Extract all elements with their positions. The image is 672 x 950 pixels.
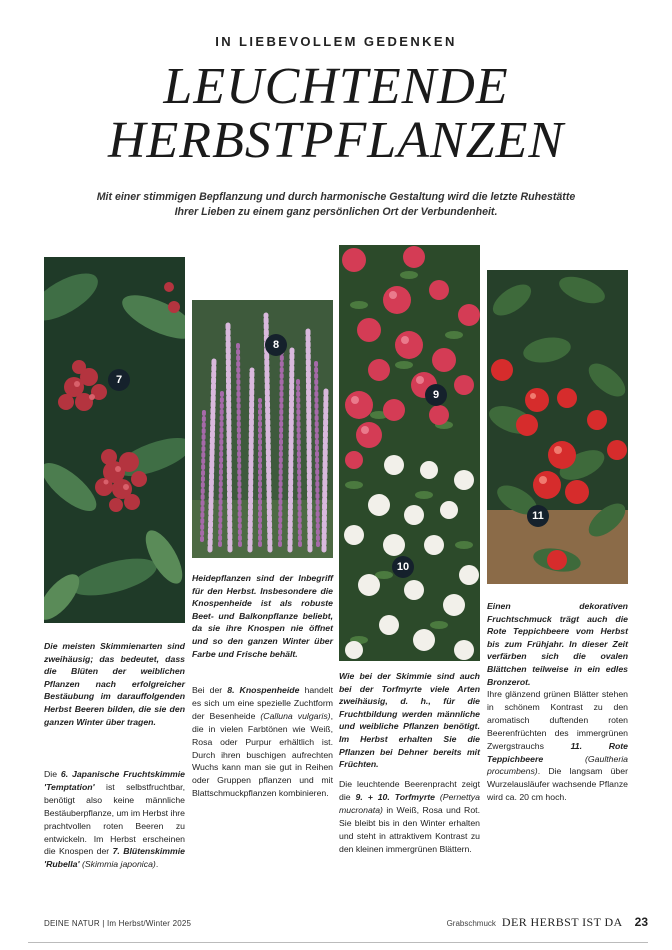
botanical-name: (Gaultheria procumbens) <box>487 753 628 777</box>
intro-text: Mit einer stimmigen Bepflanzung und durch harmonische Gestaltung wird die letzte Ruhestätte Ihrer Lieben zu einem ganz persönlichen Ort der Verbundenheit. <box>96 191 576 218</box>
body-text-col2: Bei der 8. Knospenheide handelt es sich um eine spezielle Zuchtform der Besenheide (Calluna vulgaris), die in vielen Farbtönen wie Weiß, Rosa oder Purpur erhältlich ist. Durch ihren buschigen aufrechten Wuchs kann man sie gut in Reihen oder Gruppen pflanzen und mit Blattschmuckpflanzen kombinieren. <box>192 685 333 799</box>
caption-skimmie: Die meisten Skimmienarten sind zweihäusig; das bedeutet, dass die Blüten der weiblichen Pflanzen nach erfolgreicher Bestäubung im darauffolgenden Herbst Beeren bilden, die sie den ganzen Winter über tragen. <box>44 641 185 727</box>
body-text-col3: Die leuchtende Beerenpracht zeigt die 9. + 10. Torfmyrte (Pernettya mucronata) in Weiß, Rosa und Rot. Sie bleibt bis in den Winter erhalten und steht in attraktivem Kontrast zu den kleinen immergrünen Blättern. <box>339 779 480 854</box>
caption-heide: Heidepflanzen sind der Inbegriff für den Herbst. Insbesondere die Knospenheide ist als robuste Beet- und Balkonpflanze beliebt, da sie ihre Knospen nie öffnet und so den ganzen Winter über Farbe und Frische behält. <box>192 573 333 659</box>
body-text-col1: Die 6. Japanische Fruchtskimmie 'Temptation' ist selbstfruchtbar, benötigt also keine männliche Bestäuberpflanze, um im Herbst ihre prachtvollen roten Beeren zu entwickeln. Im Herbst erscheinen die Knospen der 7. Blütenskimmie 'Rubella' (Skimmia japonica). <box>44 769 185 870</box>
footer-section: Grabschmuck <box>446 919 496 928</box>
title-line-1: LEUCHTENDE <box>163 58 509 115</box>
photo-teppichbeere <box>487 270 628 584</box>
product-name: 8. Knospenheide <box>227 685 300 695</box>
caption-torfmyrte: Wie bei der Skimmie sind auch bei der Torfmyrte viele Arten zweihäusig, d. h., für die Fruchtbildung werden männliche und weibliche Pflanzen benötigt. Im Herbst erhalten Sie die Pflanzen bei Dehner bereits mit Früchten. <box>339 671 480 770</box>
photo-number-badge: 8 <box>265 334 287 356</box>
product-name: 6. Japanische Fruchtskimmie 'Temptation' <box>44 769 185 792</box>
photo-number-badge: 11 <box>527 505 549 527</box>
footer-running-head <box>447 915 648 930</box>
photo-number-badge: 10 <box>392 556 414 578</box>
body-text-col4: Ihre glänzend grünen Blätter stehen in schönem Kontrast zu den aromatisch duftenden roten Beerenfrüchten des immergrünen Zwergstrauchs 11. Rote Teppichbeere (Gaultheria procumbens). Die langsam über Wurzelausläufer wachsende Pflanze wird ca. 20 cm hoch. <box>487 689 629 803</box>
botanical-name: (Calluna vulgaris) <box>260 710 331 721</box>
product-name: 11. Rote Teppichbeere <box>487 740 629 764</box>
kicker: IN LIEBEVOLLEM GEDENKEN <box>215 34 457 49</box>
photo-torfmyrte <box>339 245 480 661</box>
product-name: 7. Blütenskimmie 'Rubella' <box>44 846 185 870</box>
footer-rule <box>28 942 648 943</box>
page-title <box>0 60 672 168</box>
page-number: 23 <box>634 915 648 929</box>
photo-skimmie <box>44 257 185 623</box>
caption-teppichbeere: Einen dekorativen Fruchtschmuck trägt auch die Rote Teppichbeere vom Herbst bis zum Frühjahr. In dieser Zeit verfärben sich die ovalen Blättchen teilweise in ein edles Bronzerot. <box>487 601 628 687</box>
photo-number-badge: 9 <box>425 384 447 406</box>
botanical-name: (Pernettya mucronata) <box>339 791 480 815</box>
botanical-name: (Skimmia japonica) <box>81 859 156 870</box>
footer-publication: DEINE NATUR | Im Herbst/Winter 2025 <box>44 919 192 928</box>
title-line-2: HERBSTPFLANZEN <box>107 112 565 169</box>
product-name: 9. + 10. Torfmyrte <box>355 791 435 802</box>
photo-knospenheide <box>192 300 333 558</box>
photo-number-badge: 7 <box>108 369 130 391</box>
footer-magazine-title: DER HERBST IST DA <box>501 915 623 929</box>
